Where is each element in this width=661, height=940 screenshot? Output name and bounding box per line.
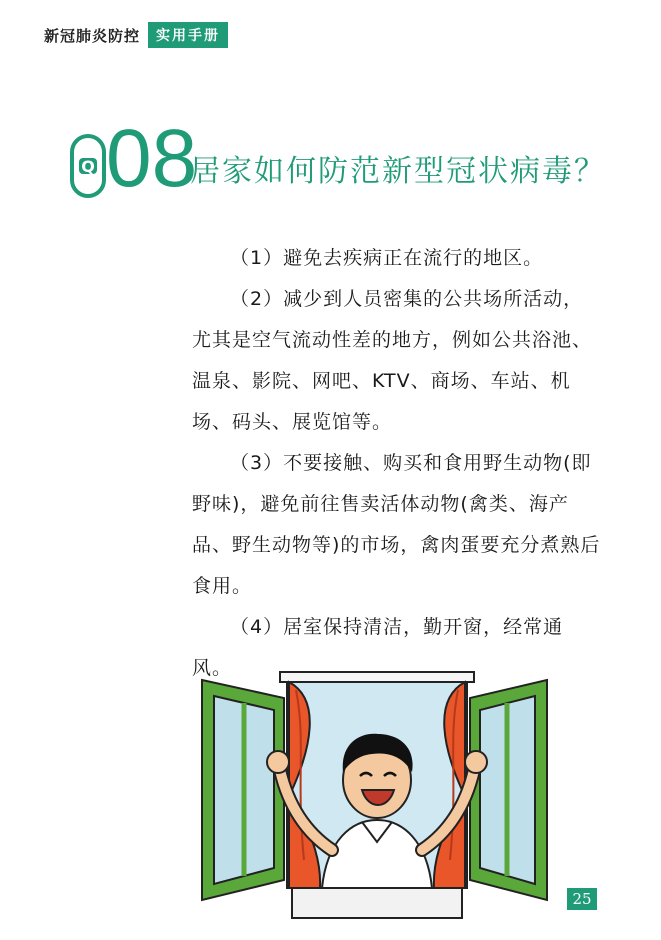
answer-paragraph-3: （3）不要接触、购买和食用野生动物(即野味)，避免前往售卖活体动物(禽类、海产品、野生动物等)的市场，禽肉蛋要充分煮熟后食用。 <box>192 452 601 597</box>
answer-paragraph-2: （2）减少到人员密集的公共场所活动，尤其是空气流动性差的地方，例如公共浴池、温泉、影院、网吧、KTV、商场、车站、机场、码头、展览馆等。 <box>192 288 593 433</box>
answer-body <box>192 238 602 689</box>
header-title: 新冠肺炎防控 <box>44 26 141 45</box>
page-number: 25 <box>567 888 597 910</box>
curtain-rod <box>280 672 474 682</box>
q-letter: Q <box>81 156 95 176</box>
window-sill <box>292 888 462 918</box>
answer-paragraph-4: （4）居室保持清洁，勤开窗，经常通风。 <box>192 616 564 679</box>
right-hand <box>465 751 487 773</box>
person-opening-window-illustration <box>192 660 557 925</box>
window-illustration-svg <box>192 660 557 925</box>
question-number-block <box>70 113 198 204</box>
left-hand <box>267 751 289 773</box>
answer-paragraph-1: （1）避免去疾病正在流行的地区。 <box>230 247 544 269</box>
q-badge-icon <box>70 134 106 198</box>
header-tag: 实用手册 <box>148 22 228 48</box>
page-header <box>44 20 228 50</box>
question-number: 08 <box>106 113 198 204</box>
question-title: 居家如何防范新型冠状病毒？ <box>190 154 606 189</box>
